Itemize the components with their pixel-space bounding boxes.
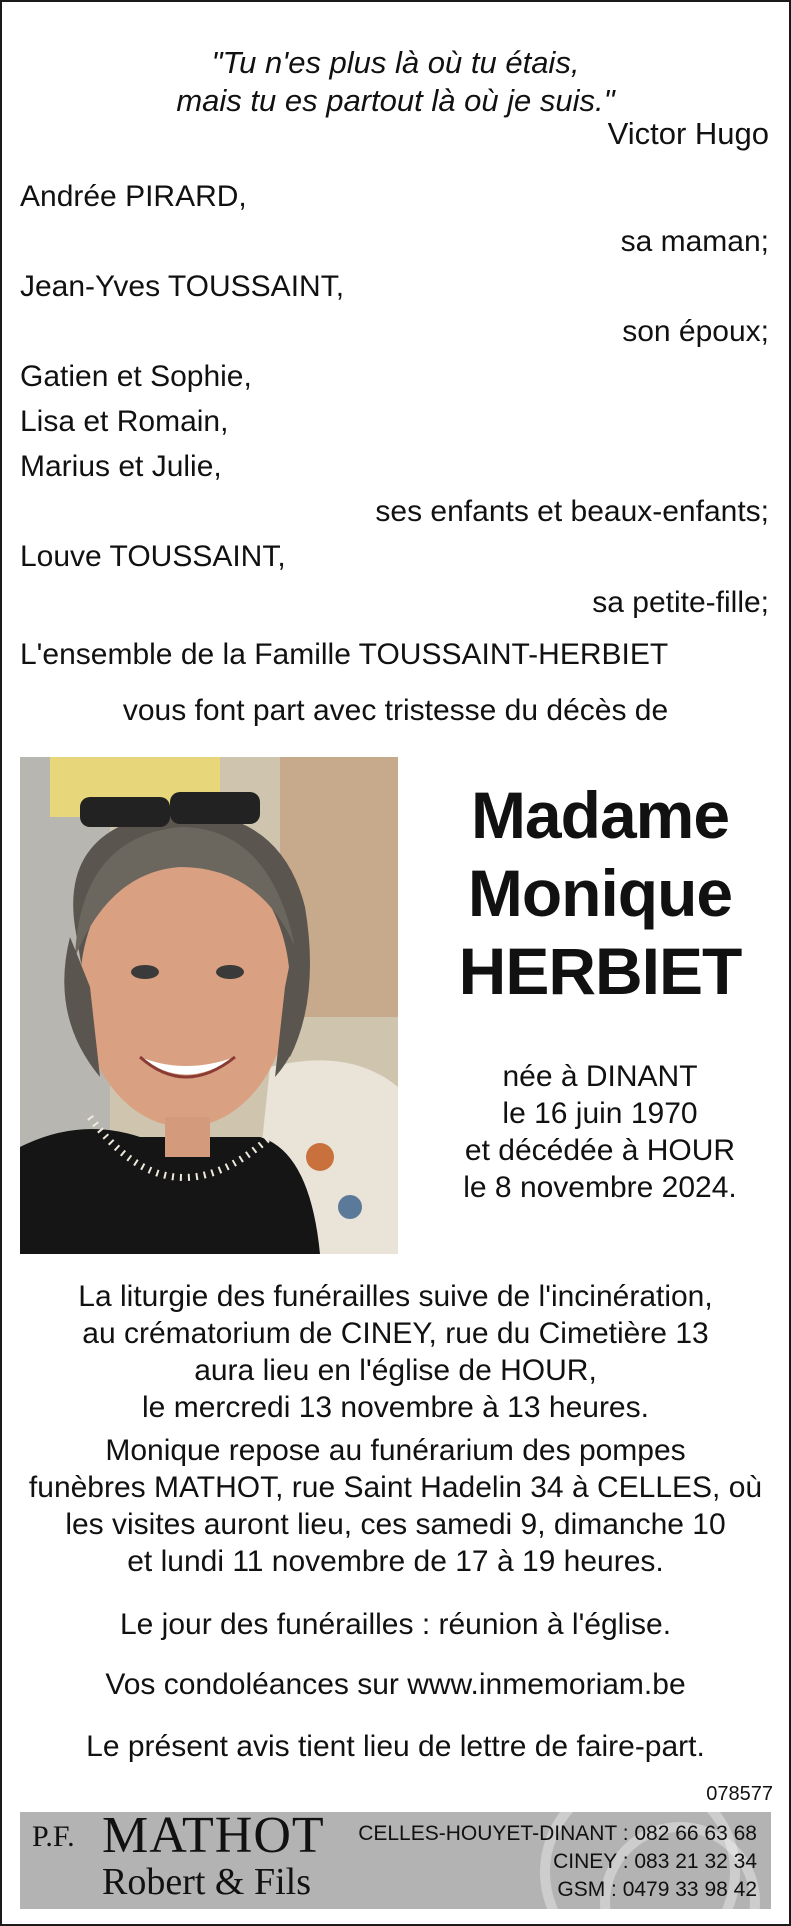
family-line: Marius et Julie, xyxy=(20,450,222,483)
visits-text xyxy=(2,1432,789,1580)
notice-text: Le présent avis tient lieu de lettre de faire-part. xyxy=(86,1730,705,1763)
quote-line-2: mais tu es partout là où je suis." xyxy=(176,83,615,118)
deceased-photo xyxy=(20,757,398,1254)
quote-line-1: "Tu n'es plus là où tu étais, xyxy=(211,45,580,80)
ceremony-line: aura lieu en l'église de HOUR, xyxy=(194,1354,597,1387)
company-prefix: P.F. xyxy=(32,1820,75,1853)
deceased-last-name: HERBIET xyxy=(458,934,742,1008)
family-line: sa maman; xyxy=(620,225,769,258)
family-line: L'ensemble de la Famille TOUSSAINT-HERBIET xyxy=(20,638,669,671)
meeting-text: Le jour des funérailles : réunion à l'église. xyxy=(119,1608,672,1641)
family-line: son époux; xyxy=(622,315,769,348)
visits-line: et lundi 11 novembre de 17 à 19 heures. xyxy=(127,1545,664,1578)
visits-line: Monique repose au funérarium des pompes xyxy=(105,1434,686,1467)
ceremony-text xyxy=(2,1278,789,1426)
birth-place: née à DINANT xyxy=(502,1060,698,1093)
family-line: Jean-Yves TOUSSAINT, xyxy=(20,270,345,303)
death-date: le 8 novembre 2024. xyxy=(463,1171,737,1204)
contact-phone: GSM : 0479 33 98 42 xyxy=(557,1878,757,1901)
quote-author: Victor Hugo xyxy=(607,116,769,151)
family-line: Andrée PIRARD, xyxy=(20,180,247,213)
funeral-home-banner xyxy=(20,1812,771,1909)
family-line: Louve TOUSSAINT, xyxy=(20,540,286,573)
death-place: et décédée à HOUR xyxy=(464,1134,736,1167)
contact-phone: CINEY : 083 21 32 34 xyxy=(553,1850,757,1873)
condolences-text: Vos condoléances sur www.inmemoriam.be xyxy=(105,1668,686,1701)
contact-phone: CELLES-HOUYET-DINANT : 082 66 63 68 xyxy=(358,1822,757,1845)
portrait-illustration xyxy=(20,757,398,1254)
visits-line: funèbres MATHOT, rue Saint Hadelin 34 à CELLES, où xyxy=(28,1471,763,1504)
deceased-first-name: Monique xyxy=(467,856,733,930)
family-line: Lisa et Romain, xyxy=(20,405,229,438)
deceased-name-title: Madame xyxy=(470,778,730,852)
ceremony-line: au crématorium de CINEY, rue du Cimetière 13 xyxy=(82,1317,709,1350)
company-subtitle: Robert & Fils xyxy=(102,1861,312,1903)
family-line: sa petite-fille; xyxy=(592,586,769,619)
birth-date: le 16 juin 1970 xyxy=(502,1097,698,1130)
family-line: ses enfants et beaux-enfants; xyxy=(375,495,769,528)
company-name: MATHOT xyxy=(102,1812,325,1864)
announcement: vous font part avec tristesse du décès de xyxy=(122,694,669,727)
visits-line: les visites auront lieu, ces samedi 9, dimanche 10 xyxy=(65,1508,726,1541)
ceremony-line: La liturgie des funérailles suive de l'incinération, xyxy=(78,1280,713,1313)
reference-number: 078577 xyxy=(706,1783,773,1805)
quote xyxy=(2,44,789,120)
ceremony-line: le mercredi 13 novembre à 13 heures. xyxy=(142,1391,649,1424)
family-line: Gatien et Sophie, xyxy=(20,360,252,393)
